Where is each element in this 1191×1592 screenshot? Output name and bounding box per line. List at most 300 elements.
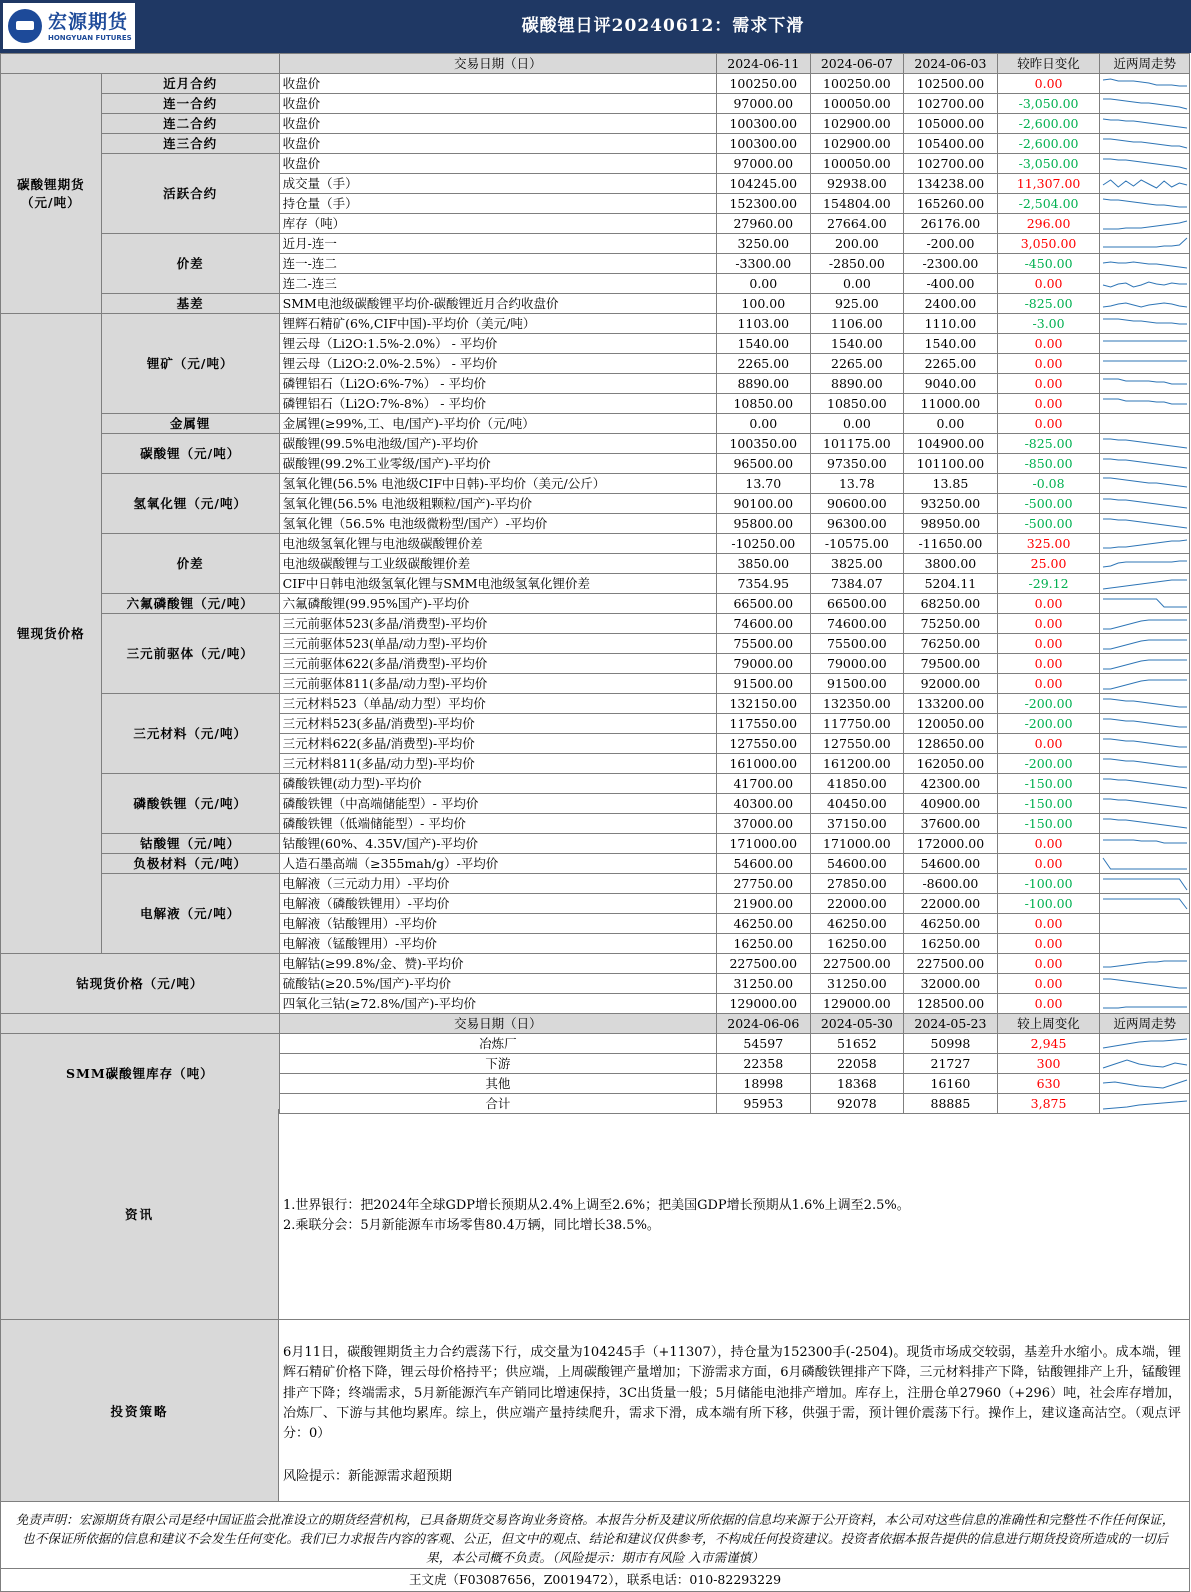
trend-sparkline bbox=[1101, 615, 1189, 633]
trend-line bbox=[1103, 478, 1187, 487]
price-value: 27960.00 bbox=[717, 214, 811, 234]
trend-line bbox=[1103, 180, 1187, 188]
subgroup-label: 三元前驱体（元/吨） bbox=[101, 614, 279, 694]
price-value: -10250.00 bbox=[717, 534, 811, 554]
inventory-value: 88885 bbox=[904, 1094, 998, 1114]
trend-cell bbox=[1100, 374, 1190, 394]
trend-sparkline bbox=[1101, 755, 1189, 773]
inventory-value: 18368 bbox=[810, 1074, 904, 1094]
price-value: 162050.00 bbox=[904, 754, 998, 774]
price-value: 91500.00 bbox=[810, 674, 904, 694]
inventory-value: 16160 bbox=[904, 1074, 998, 1094]
daily-change: -100.00 bbox=[997, 874, 1100, 894]
price-value: 1106.00 bbox=[810, 314, 904, 334]
weekly-change: 630 bbox=[997, 1074, 1100, 1094]
weekly-change: 300 bbox=[997, 1054, 1100, 1074]
price-value: 26176.00 bbox=[904, 214, 998, 234]
price-value: 95800.00 bbox=[717, 514, 811, 534]
news-item: 2.乘联分会：5月新能源车市场零售80.4万辆，同比增长38.5%。 bbox=[283, 1218, 660, 1233]
daily-change: 325.00 bbox=[997, 534, 1100, 554]
trend-cell bbox=[1100, 874, 1190, 894]
price-value: 172000.00 bbox=[904, 834, 998, 854]
trend-line bbox=[1103, 580, 1187, 589]
trend-line bbox=[1103, 699, 1187, 707]
subgroup-label: 负极材料（元/吨） bbox=[101, 854, 279, 874]
price-value: 152300.00 bbox=[717, 194, 811, 214]
price-value: 92938.00 bbox=[810, 174, 904, 194]
trend-cell bbox=[1100, 594, 1190, 614]
price-value: 1540.00 bbox=[717, 334, 811, 354]
trend-sparkline bbox=[1101, 475, 1189, 493]
price-value: 134238.00 bbox=[904, 174, 998, 194]
price-value: 96300.00 bbox=[810, 514, 904, 534]
trend-cell bbox=[1100, 614, 1190, 634]
price-value: 76250.00 bbox=[904, 634, 998, 654]
price-value: 46250.00 bbox=[717, 914, 811, 934]
indicator-name: 氢氧化锂(56.5% 电池级粗颗粒/国产)-平均价 bbox=[279, 494, 716, 514]
price-value: 100300.00 bbox=[717, 114, 811, 134]
trend-line bbox=[1103, 303, 1187, 307]
trend-line bbox=[1103, 660, 1187, 669]
logo-cn-text: 宏源期货 bbox=[48, 11, 129, 33]
trend-sparkline bbox=[1101, 375, 1189, 393]
daily-change: -825.00 bbox=[997, 434, 1100, 454]
trend-cell bbox=[1100, 294, 1190, 314]
price-value: 120050.00 bbox=[904, 714, 998, 734]
price-value: 129000.00 bbox=[810, 994, 904, 1014]
table-row bbox=[1, 874, 1190, 894]
table-row bbox=[1, 154, 1190, 174]
news-list bbox=[283, 1196, 910, 1236]
report-header bbox=[0, 0, 1191, 53]
price-value: 79500.00 bbox=[904, 654, 998, 674]
report-title: 碳酸锂日评20240612：需求下滑 bbox=[521, 16, 805, 36]
daily-change: -2,600.00 bbox=[997, 134, 1100, 154]
price-value: 104245.00 bbox=[717, 174, 811, 194]
price-value: 16250.00 bbox=[904, 934, 998, 954]
indicator-name: 电解液（三元动力用）-平均价 bbox=[279, 874, 716, 894]
indicator-name: 收盘价 bbox=[279, 114, 716, 134]
trend-sparkline bbox=[1101, 675, 1189, 693]
price-value: 102700.00 bbox=[904, 94, 998, 114]
price-value: 100.00 bbox=[717, 294, 811, 314]
price-value: 66500.00 bbox=[717, 594, 811, 614]
price-value: -200.00 bbox=[904, 234, 998, 254]
subgroup-label: 碳酸锂（元/吨） bbox=[101, 434, 279, 474]
indicator-name: 电池级氢氧化锂与电池级碳酸锂价差 bbox=[279, 534, 716, 554]
trend-cell bbox=[1100, 854, 1190, 874]
price-value: 10850.00 bbox=[810, 394, 904, 414]
trend-line bbox=[1103, 840, 1187, 843]
indicator-name: 三元材料523(多晶/消费型)-平均价 bbox=[279, 714, 716, 734]
indicator-name: 金属锂(≥99%,工、电/国产)-平均价（元/吨） bbox=[279, 414, 716, 434]
news-label: 资讯 bbox=[1, 1109, 279, 1319]
trend-cell bbox=[1100, 1054, 1190, 1074]
price-value: 16250.00 bbox=[810, 934, 904, 954]
daily-change: 0.00 bbox=[997, 634, 1100, 654]
trend-sparkline bbox=[1101, 235, 1189, 253]
price-value: 98950.00 bbox=[904, 514, 998, 534]
price-value: 2400.00 bbox=[904, 294, 998, 314]
price-value: 40450.00 bbox=[810, 794, 904, 814]
daily-change: -3.00 bbox=[997, 314, 1100, 334]
indicator-name: 收盘价 bbox=[279, 74, 716, 94]
price-value: 100050.00 bbox=[810, 94, 904, 114]
table-row bbox=[1, 594, 1190, 614]
trend-line bbox=[1103, 961, 1187, 967]
trend-sparkline bbox=[1101, 435, 1189, 453]
inventory-value: 95953 bbox=[717, 1094, 811, 1114]
header-date: 2024-06-07 bbox=[810, 54, 904, 74]
trend-sparkline bbox=[1101, 275, 1189, 293]
table-row bbox=[1, 774, 1190, 794]
price-value: 27750.00 bbox=[717, 874, 811, 894]
indicator-name: 连一-连二 bbox=[279, 254, 716, 274]
trend-sparkline bbox=[1101, 415, 1189, 433]
trend-line bbox=[1103, 439, 1187, 448]
trend-cell bbox=[1100, 694, 1190, 714]
price-value: 8890.00 bbox=[810, 374, 904, 394]
table-row bbox=[1, 854, 1190, 874]
price-value: 2265.00 bbox=[717, 354, 811, 374]
indicator-name: 锂云母（Li2O:2.0%-2.5%） - 平均价 bbox=[279, 354, 716, 374]
indicator-name: 三元前驱体523(单晶/动力型)-平均价 bbox=[279, 634, 716, 654]
trend-sparkline bbox=[1101, 815, 1189, 833]
daily-change: -3,050.00 bbox=[997, 94, 1100, 114]
table-header-row bbox=[1, 54, 1190, 74]
trend-cell bbox=[1100, 574, 1190, 594]
trend-line bbox=[1103, 119, 1187, 128]
daily-change: 0.00 bbox=[997, 374, 1100, 394]
inventory-value: 92078 bbox=[810, 1094, 904, 1114]
trend-sparkline bbox=[1101, 915, 1189, 933]
inventory-value: 54597 bbox=[717, 1034, 811, 1054]
group-label: 钴现货价格（元/吨） bbox=[1, 954, 280, 1014]
trend-sparkline bbox=[1101, 75, 1189, 93]
trend-line bbox=[1103, 1039, 1187, 1048]
indicator-name: 收盘价 bbox=[279, 134, 716, 154]
price-value: -2300.00 bbox=[904, 254, 998, 274]
price-value: 75500.00 bbox=[717, 634, 811, 654]
trend-cell bbox=[1100, 654, 1190, 674]
trend-sparkline bbox=[1101, 255, 1189, 273]
price-value: 8890.00 bbox=[717, 374, 811, 394]
trend-line bbox=[1103, 739, 1187, 747]
trend-line bbox=[1103, 499, 1187, 508]
trend-line bbox=[1103, 459, 1187, 468]
inventory-value: 50998 bbox=[904, 1034, 998, 1054]
inventory-value: 51652 bbox=[810, 1034, 904, 1054]
price-value: 3850.00 bbox=[717, 554, 811, 574]
price-value: -8600.00 bbox=[904, 874, 998, 894]
trend-line bbox=[1103, 1060, 1187, 1068]
trend-cell bbox=[1100, 354, 1190, 374]
indicator-name: CIF中日韩电池级氢氧化锂与SMM电池级氢氧化锂价差 bbox=[279, 574, 716, 594]
trend-sparkline bbox=[1101, 1055, 1189, 1073]
price-value: 165260.00 bbox=[904, 194, 998, 214]
price-value: 41700.00 bbox=[717, 774, 811, 794]
daily-change: -100.00 bbox=[997, 894, 1100, 914]
price-value: 11000.00 bbox=[904, 394, 998, 414]
price-value: 102700.00 bbox=[904, 154, 998, 174]
trend-cell bbox=[1100, 414, 1190, 434]
table-row bbox=[1, 434, 1190, 454]
daily-change: 0.00 bbox=[997, 594, 1100, 614]
price-value: 21900.00 bbox=[717, 894, 811, 914]
price-value: 200.00 bbox=[810, 234, 904, 254]
price-value: 117550.00 bbox=[717, 714, 811, 734]
trend-sparkline bbox=[1101, 215, 1189, 233]
trend-cell bbox=[1100, 114, 1190, 134]
price-value: 227500.00 bbox=[717, 954, 811, 974]
group-label: SMM碳酸锂库存（吨） bbox=[1, 1034, 280, 1114]
inventory-value: 18998 bbox=[717, 1074, 811, 1094]
trend-sparkline bbox=[1101, 455, 1189, 473]
news-item: 1.世界银行：把2024年全球GDP增长预期从2.4%上调至2.6%；把美国GDP增长预期从1.6%上调至2.5%。 bbox=[283, 1198, 910, 1213]
price-value: 132150.00 bbox=[717, 694, 811, 714]
price-value: 93250.00 bbox=[904, 494, 998, 514]
header-date-label: 交易日期（日） bbox=[279, 54, 716, 74]
trend-line bbox=[1103, 399, 1187, 404]
trend-line bbox=[1103, 719, 1187, 727]
table-row bbox=[1, 534, 1190, 554]
price-value: 102500.00 bbox=[904, 74, 998, 94]
price-value: 102900.00 bbox=[810, 114, 904, 134]
price-value: 227500.00 bbox=[810, 954, 904, 974]
subgroup-label: 价差 bbox=[101, 234, 279, 294]
strategy-label: 投资策略 bbox=[1, 1320, 279, 1501]
trend-sparkline bbox=[1101, 715, 1189, 733]
header-blank bbox=[1, 54, 280, 74]
price-value: 37000.00 bbox=[717, 814, 811, 834]
trend-sparkline bbox=[1101, 295, 1189, 313]
indicator-name: 收盘价 bbox=[279, 94, 716, 114]
trend-cell bbox=[1100, 674, 1190, 694]
price-value: -3300.00 bbox=[717, 254, 811, 274]
trend-cell bbox=[1100, 754, 1190, 774]
daily-change: -0.08 bbox=[997, 474, 1100, 494]
price-value: 0.00 bbox=[717, 414, 811, 434]
daily-change: 0.00 bbox=[997, 334, 1100, 354]
trend-sparkline bbox=[1101, 635, 1189, 653]
trend-line bbox=[1103, 858, 1187, 869]
table-row bbox=[1, 114, 1190, 134]
logo-en-text: HONGYUAN FUTURES bbox=[48, 34, 132, 42]
trend-cell bbox=[1100, 1034, 1190, 1054]
price-value: 40300.00 bbox=[717, 794, 811, 814]
header-change: 较昨日变化 bbox=[997, 54, 1100, 74]
price-value: 1540.00 bbox=[810, 334, 904, 354]
trend-cell bbox=[1100, 1074, 1190, 1094]
trend-cell bbox=[1100, 634, 1190, 654]
price-value: 32000.00 bbox=[904, 974, 998, 994]
trend-line bbox=[1103, 561, 1187, 567]
price-value: 13.70 bbox=[717, 474, 811, 494]
indicator-name: 电解钴(≥99.8%/金、赞)-平均价 bbox=[279, 954, 716, 974]
indicator-name: 硫酸钴(≥20.5%/国产)-平均价 bbox=[279, 974, 716, 994]
trend-sparkline bbox=[1101, 995, 1189, 1013]
inventory-value: 22058 bbox=[810, 1054, 904, 1074]
subgroup-label: 连三合约 bbox=[101, 134, 279, 154]
trend-line bbox=[1103, 640, 1187, 649]
trend-line bbox=[1103, 282, 1187, 287]
daily-change: -150.00 bbox=[997, 774, 1100, 794]
header-date: 2024-05-23 bbox=[904, 1014, 998, 1034]
price-value: 3800.00 bbox=[904, 554, 998, 574]
trend-line bbox=[1103, 199, 1187, 207]
price-value: 1540.00 bbox=[904, 334, 998, 354]
price-value: 100050.00 bbox=[810, 154, 904, 174]
indicator-name: 三元材料622(多晶/消费型)-平均价 bbox=[279, 734, 716, 754]
trend-cell bbox=[1100, 914, 1190, 934]
price-value: 37150.00 bbox=[810, 814, 904, 834]
trend-sparkline bbox=[1101, 195, 1189, 213]
price-value: 100250.00 bbox=[810, 74, 904, 94]
indicator-name: 三元材料811(多晶/动力型)-平均价 bbox=[279, 754, 716, 774]
subgroup-label: 基差 bbox=[101, 294, 279, 314]
price-value: 161000.00 bbox=[717, 754, 811, 774]
inventory-row bbox=[1, 1034, 1190, 1054]
subgroup-label: 近月合约 bbox=[101, 74, 279, 94]
daily-change: -3,050.00 bbox=[997, 154, 1100, 174]
price-value: 129000.00 bbox=[717, 994, 811, 1014]
price-value: 75250.00 bbox=[904, 614, 998, 634]
price-value: 127550.00 bbox=[717, 734, 811, 754]
trend-sparkline bbox=[1101, 135, 1189, 153]
price-value: 100350.00 bbox=[717, 434, 811, 454]
indicator-name: 三元前驱体811(多晶/动力型)-平均价 bbox=[279, 674, 716, 694]
trend-line bbox=[1103, 759, 1187, 767]
subgroup-label: 金属锂 bbox=[101, 414, 279, 434]
price-value: 54600.00 bbox=[717, 854, 811, 874]
indicator-name: 锂云母（Li2O:1.5%-2.0%） - 平均价 bbox=[279, 334, 716, 354]
trend-line bbox=[1103, 238, 1187, 247]
price-value: 3825.00 bbox=[810, 554, 904, 574]
daily-change: 0.00 bbox=[997, 734, 1100, 754]
daily-change: -200.00 bbox=[997, 754, 1100, 774]
trend-sparkline bbox=[1101, 775, 1189, 793]
trend-sparkline bbox=[1101, 835, 1189, 853]
trend-line bbox=[1103, 599, 1187, 607]
indicator-name: 六氟磷酸锂(99.95%国产)-平均价 bbox=[279, 594, 716, 614]
price-value: 128650.00 bbox=[904, 734, 998, 754]
price-value: -11650.00 bbox=[904, 534, 998, 554]
price-value: 9040.00 bbox=[904, 374, 998, 394]
price-value: 133200.00 bbox=[904, 694, 998, 714]
trend-line bbox=[1103, 99, 1187, 109]
price-value: 31250.00 bbox=[717, 974, 811, 994]
trend-sparkline bbox=[1101, 575, 1189, 593]
price-value: 27664.00 bbox=[810, 214, 904, 234]
trend-cell bbox=[1100, 134, 1190, 154]
daily-change: 0.00 bbox=[997, 614, 1100, 634]
trend-line bbox=[1103, 799, 1187, 808]
price-value: 90600.00 bbox=[810, 494, 904, 514]
indicator-name: 电池级碳酸锂与工业级碳酸锂价差 bbox=[279, 554, 716, 574]
price-value: 66500.00 bbox=[810, 594, 904, 614]
price-value: 46250.00 bbox=[904, 914, 998, 934]
price-value: 127550.00 bbox=[810, 734, 904, 754]
trend-line bbox=[1103, 139, 1187, 148]
daily-change: -825.00 bbox=[997, 294, 1100, 314]
header-trend: 近两周走势 bbox=[1100, 54, 1190, 74]
trend-line bbox=[1103, 899, 1187, 909]
trend-line bbox=[1103, 221, 1187, 229]
trend-cell bbox=[1100, 474, 1190, 494]
price-value: 22000.00 bbox=[810, 894, 904, 914]
indicator-name: 三元材料523（单晶/动力型）平均价 bbox=[279, 694, 716, 714]
price-value: 5204.11 bbox=[904, 574, 998, 594]
price-value: 227500.00 bbox=[904, 954, 998, 974]
trend-sparkline bbox=[1101, 1075, 1189, 1093]
subgroup-label: 锂矿（元/吨） bbox=[101, 314, 279, 414]
trend-cell bbox=[1100, 954, 1190, 974]
daily-change: 0.00 bbox=[997, 834, 1100, 854]
trend-line bbox=[1103, 159, 1187, 169]
news-section bbox=[0, 1109, 1190, 1320]
daily-change: 0.00 bbox=[997, 914, 1100, 934]
trend-line bbox=[1103, 519, 1187, 528]
inventory-name: 合计 bbox=[279, 1094, 716, 1114]
price-value: 27850.00 bbox=[810, 874, 904, 894]
subgroup-label: 三元材料（元/吨） bbox=[101, 694, 279, 774]
trend-cell bbox=[1100, 894, 1190, 914]
price-value: 74600.00 bbox=[717, 614, 811, 634]
price-value: 0.00 bbox=[904, 414, 998, 434]
trend-line bbox=[1103, 779, 1187, 788]
trend-sparkline bbox=[1101, 355, 1189, 373]
indicator-name: 人造石墨高端（≥355mah/g）-平均价 bbox=[279, 854, 716, 874]
price-value: 7384.07 bbox=[810, 574, 904, 594]
daily-change: -29.12 bbox=[997, 574, 1100, 594]
trend-cell bbox=[1100, 174, 1190, 194]
subgroup-label: 连一合约 bbox=[101, 94, 279, 114]
trend-line bbox=[1103, 879, 1187, 890]
indicator-name: 库存（吨） bbox=[279, 214, 716, 234]
table-row bbox=[1, 954, 1190, 974]
price-value: 100300.00 bbox=[717, 134, 811, 154]
trend-cell bbox=[1100, 494, 1190, 514]
price-value: 154804.00 bbox=[810, 194, 904, 214]
trend-cell bbox=[1100, 394, 1190, 414]
indicator-name: 钴酸锂(60%、4.35V/国产)-平均价 bbox=[279, 834, 716, 854]
table-row bbox=[1, 614, 1190, 634]
inventory-value: 22358 bbox=[717, 1054, 811, 1074]
table-row bbox=[1, 74, 1190, 94]
indicator-name: 电解液（钴酸锂用）-平均价 bbox=[279, 914, 716, 934]
trend-sparkline bbox=[1101, 95, 1189, 113]
price-value: 100250.00 bbox=[717, 74, 811, 94]
price-value: 16250.00 bbox=[717, 934, 811, 954]
trend-sparkline bbox=[1101, 895, 1189, 913]
indicator-name: 磷酸铁锂（低端储能型）- 平均价 bbox=[279, 814, 716, 834]
indicator-name: 氢氧化锂(56.5% 电池级CIF中日韩)-平均价（美元/公斤） bbox=[279, 474, 716, 494]
indicator-name: 收盘价 bbox=[279, 154, 716, 174]
trend-cell bbox=[1100, 514, 1190, 534]
indicator-name: 成交量（手） bbox=[279, 174, 716, 194]
trend-cell bbox=[1100, 334, 1190, 354]
trend-cell bbox=[1100, 554, 1190, 574]
trend-sparkline bbox=[1101, 175, 1189, 193]
inventory-value: 21727 bbox=[904, 1054, 998, 1074]
header-trend: 近两周走势 bbox=[1100, 1014, 1190, 1034]
strategy-text: 6月11日，碳酸锂期货主力合约震荡下行，成交量为104245手（+11307），持仓量为152300手(-2504)。现货市场成交较弱，基差升水缩小。成本端，锂辉石精矿价格下降，锂云母价格持平；供应端，上周碳酸锂产量增加；下游需求方面，6月磷酸铁锂排产下降，三元材料排产下降，钴酸锂排产上升，锰酸锂排产下降；终端需求，5月新能源汽车产销同比增速保持，3C出货量一般；5月储能电池排产增加。库存上，注册仓单27960（+296）吨，社会库存增加，冶炼厂、下游与其他均累库。综上，供应端产量持续爬升，需求下滑，成本端有所下移，供强于需，预计锂价震荡下行。操作上，建议逢高沽空。（观点评分：0） bbox=[283, 1345, 1181, 1442]
price-value: 1103.00 bbox=[717, 314, 811, 334]
trend-cell bbox=[1100, 734, 1190, 754]
strategy-section bbox=[0, 1320, 1190, 1502]
daily-change: 3,050.00 bbox=[997, 234, 1100, 254]
daily-change: 0.00 bbox=[997, 74, 1100, 94]
